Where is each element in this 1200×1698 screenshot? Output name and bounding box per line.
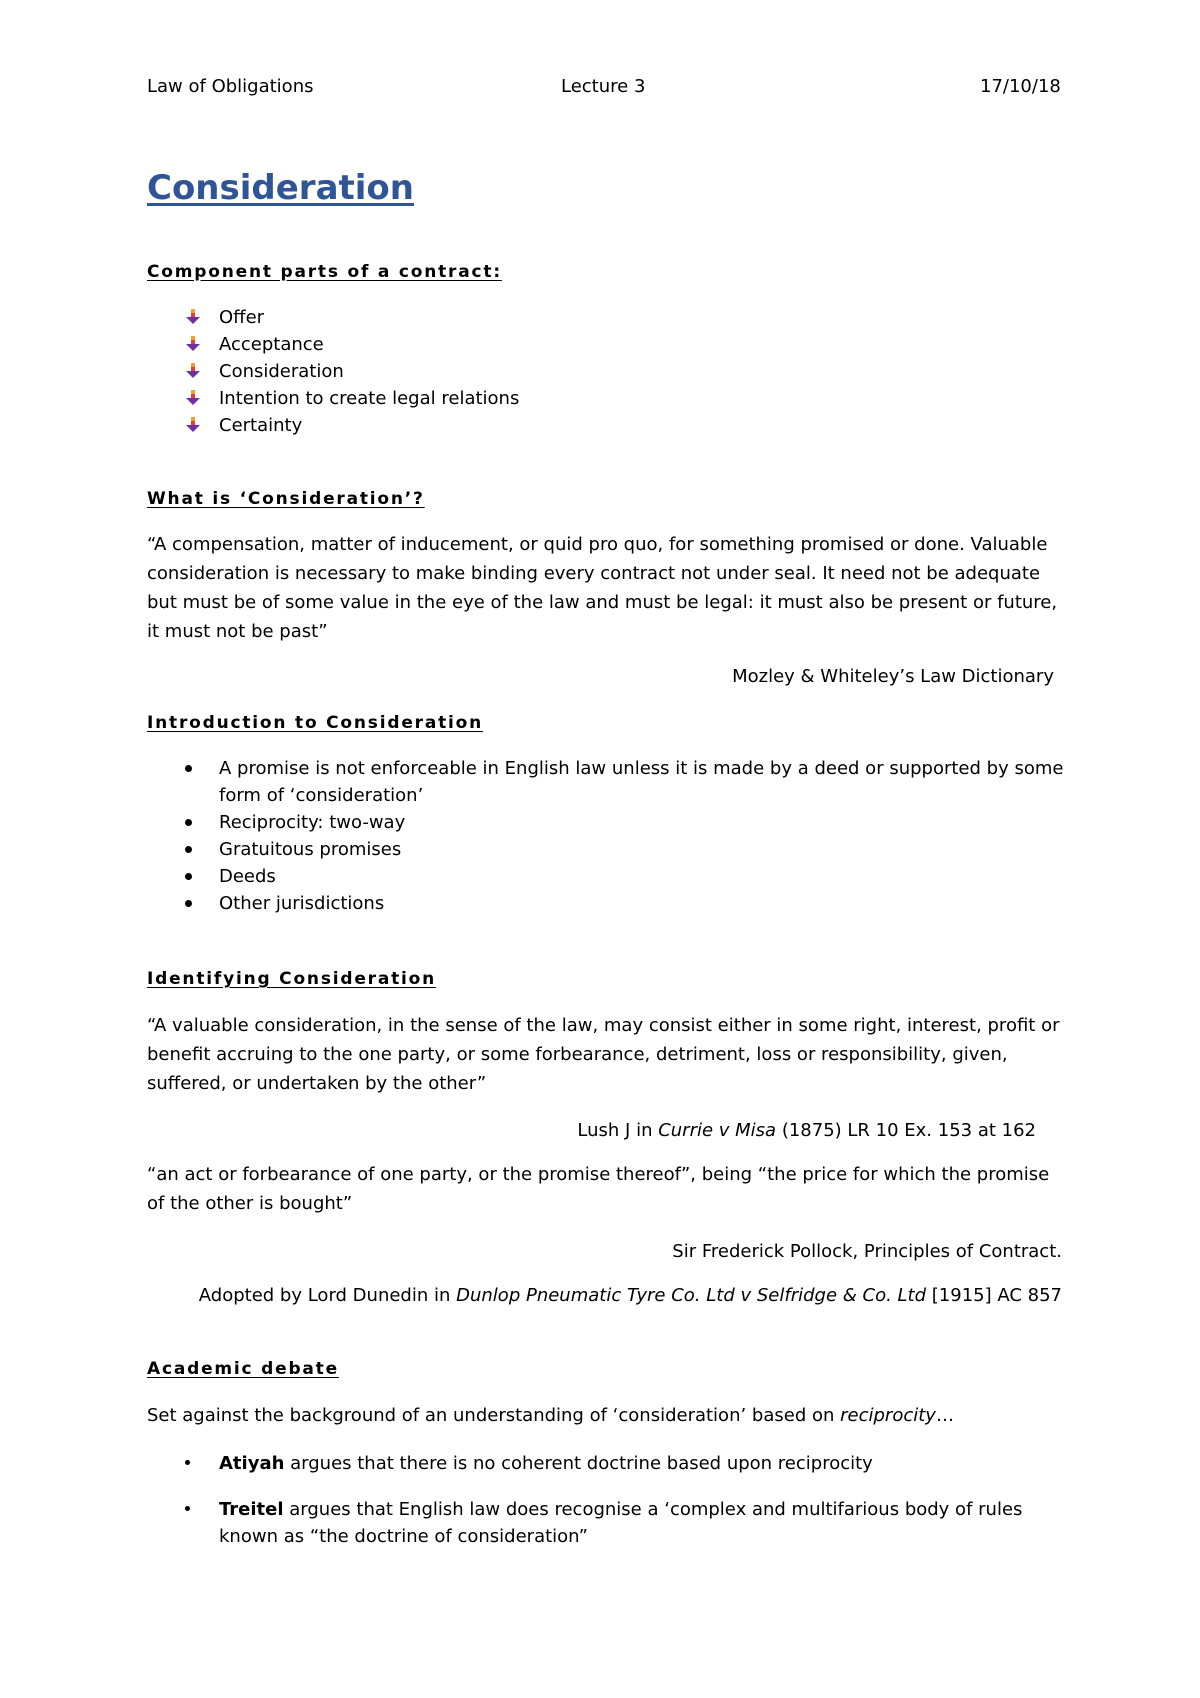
arrow-down-bullet-icon (185, 336, 201, 352)
case-name: Currie v Misa (658, 1120, 777, 1141)
section-heading-component-parts: Component parts of a contract: (147, 262, 502, 282)
quote-line: but must be of some value in the eye of the law and must be legal: it must also be present or future, (147, 592, 1058, 613)
author-name: Atiyah (219, 1453, 285, 1474)
section-heading-academic-debate: Academic debate (147, 1359, 339, 1379)
quote-line: consideration is necessary to make binding every contract not under seal. It need not be adequate (147, 563, 1041, 584)
adopted-note: Adopted by Lord Dunedin in Dunlop Pneumatic Tyre Co. Ltd v Selfridge & Co. Ltd [1915] AC 857 (198, 1285, 1062, 1306)
list-item-line: Reciprocity: two-way (219, 812, 406, 833)
list-item: Treitel argues that English law does recognise a ‘complex and multifarious body of rules known as “the doctrine of consideration” (219, 1499, 1023, 1547)
bullet-icon (185, 1450, 205, 1465)
section-heading-introduction: Introduction to Consideration (147, 713, 484, 733)
paragraph: Set against the background of an understanding of ‘consideration’ based on reciprocity… (147, 1405, 954, 1426)
definition-quote (147, 1011, 1059, 1098)
quote-source: Lush J in Currie v Misa (1875) LR 10 Ex. 153 at 162 (577, 1120, 1036, 1141)
section-heading-identifying: Identifying Consideration (147, 969, 437, 989)
quote-source: Mozley & Whiteley’s Law Dictionary (732, 666, 1054, 687)
quote-line: “A compensation, matter of inducement, or quid pro quo, for something promised or done. Valuable (147, 534, 1048, 555)
list-item-label: Acceptance (219, 334, 324, 355)
bullet-icon (185, 1496, 205, 1511)
list-item-line: A promise is not enforceable in English law unless it is made by a deed or supported by some (219, 758, 1064, 779)
list-item-line: form of ‘consideration’ (219, 785, 424, 806)
bullet-icon (185, 755, 205, 772)
definition-quote (147, 1160, 1049, 1218)
list-item (219, 863, 276, 890)
header-course: Law of Obligations (147, 76, 314, 97)
list-item (219, 836, 401, 863)
list-item (219, 809, 405, 836)
list-item-label: Certainty (219, 415, 303, 436)
quote-line: benefit accruing to the one party, or some forbearance, detriment, loss or responsibility, given, (147, 1044, 1008, 1065)
quote-line: suffered, or undertaken by the other” (147, 1073, 487, 1094)
list-item (219, 755, 1063, 809)
list-item: Atiyah argues that there is no coherent doctrine based upon reciprocity (219, 1453, 873, 1474)
arrow-down-bullet-icon (185, 309, 201, 325)
list-item-line: Gratuitous promises (219, 839, 402, 860)
quote-line: of the other is bought” (147, 1193, 353, 1214)
header-lecture: Lecture 3 (561, 76, 646, 97)
bullet-icon (185, 836, 205, 853)
section-heading-what-is: What is ‘Consideration’? (147, 489, 425, 509)
case-name: Dunlop Pneumatic Tyre Co. Ltd v Selfridge & Co. Ltd (456, 1285, 927, 1306)
page-title: Consideration (147, 168, 414, 208)
bullet-icon (185, 863, 205, 880)
list-item-label: Consideration (219, 361, 344, 382)
quote-line: it must not be past” (147, 621, 328, 642)
list-item-label: Intention to create legal relations (219, 388, 520, 409)
arrow-down-bullet-icon (185, 363, 201, 379)
list-item-line: Other jurisdictions (219, 893, 385, 914)
list-item (219, 890, 384, 917)
quote-line: “an act or forbearance of one party, or the promise thereof”, being “the price for which the promise (147, 1164, 1050, 1185)
arrow-down-bullet-icon (185, 417, 201, 433)
list-item-label: Offer (219, 307, 265, 328)
list-item-line: Deeds (219, 866, 276, 887)
quote-source: Sir Frederick Pollock, Principles of Contract. (672, 1241, 1062, 1262)
arrow-down-bullet-icon (185, 390, 201, 406)
bullet-icon (185, 809, 205, 826)
header-date: 17/10/18 (980, 76, 1061, 97)
quote-line: “A valuable consideration, in the sense of the law, may consist either in some right, interest, profit or (147, 1015, 1060, 1036)
bullet-icon (185, 890, 205, 907)
author-name: Treitel (219, 1499, 284, 1520)
definition-quote (147, 530, 1057, 646)
